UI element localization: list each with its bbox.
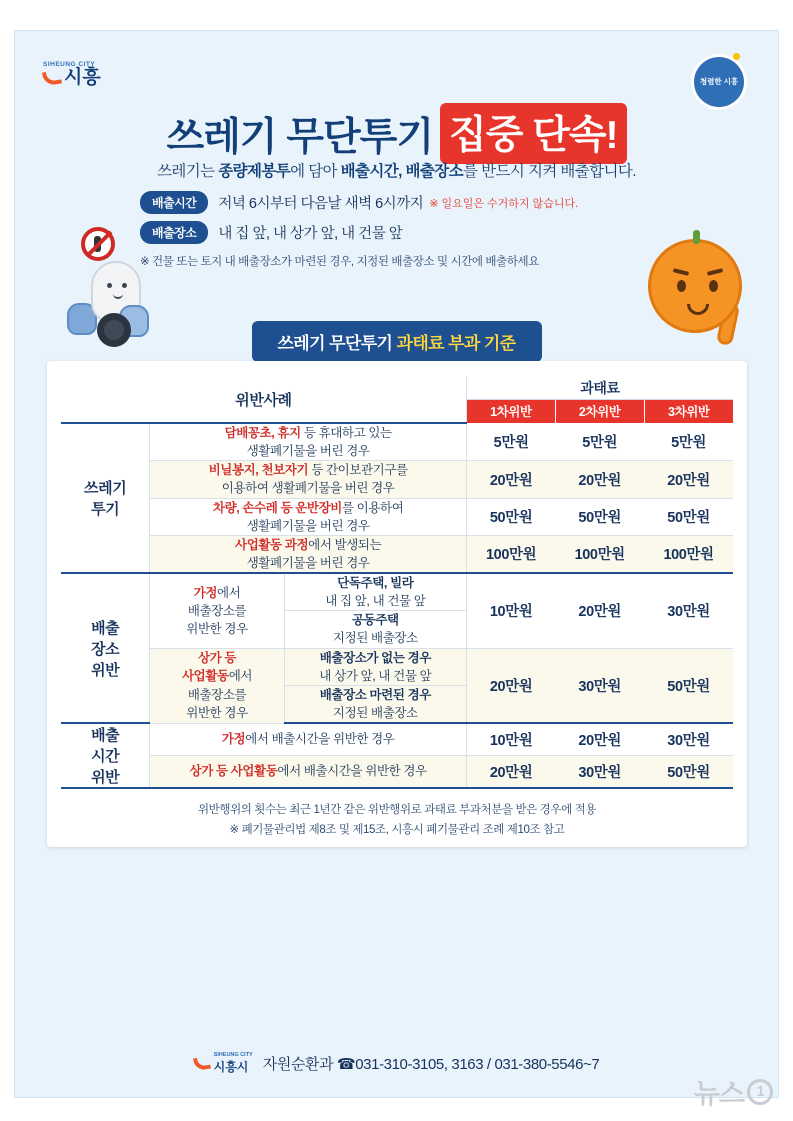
time-row-household-red: 가정 bbox=[221, 732, 246, 747]
tire-icon bbox=[97, 313, 131, 347]
time-row-business bbox=[150, 756, 467, 789]
table-note-2: ※ 폐기물관리법 제8조 및 제15조, 시흥시 폐기물관리 조례 제10조 참고 bbox=[229, 824, 565, 836]
row-desc-2-line2: 이용하여 생활폐기물을 버린 경우 bbox=[221, 481, 395, 496]
mascot-illustration bbox=[640, 229, 752, 365]
subcat-business-line2: 배출장소를 bbox=[187, 687, 247, 702]
table-row bbox=[61, 498, 733, 535]
place-item-apartment bbox=[284, 611, 466, 648]
th-fee-third: 3차위반 bbox=[644, 399, 733, 423]
subcat-business-place bbox=[150, 648, 284, 723]
character-eye-left bbox=[107, 283, 112, 288]
row-desc-2 bbox=[150, 461, 467, 498]
subtitle-bold-2: 배출시간, 배출장소 bbox=[340, 163, 464, 180]
row-2-fee-2: 20만원 bbox=[555, 461, 644, 498]
time-row-business-rest: 에서 배출시간을 위반한 경우 bbox=[277, 764, 427, 779]
footer-logo-main: 시흥시 bbox=[213, 1060, 249, 1074]
character-eye-right bbox=[122, 283, 127, 288]
time-business-fee-3: 50만원 bbox=[644, 756, 733, 789]
row-desc-3 bbox=[150, 498, 467, 535]
th-fee-second: 2차위반 bbox=[555, 399, 644, 423]
row-desc-4-red: 사업활동 과정 bbox=[235, 537, 309, 552]
row-desc-4-rest: 에서 발생되는 bbox=[308, 537, 382, 552]
mascot-stem-icon bbox=[693, 230, 700, 244]
logo-main-text bbox=[43, 68, 101, 89]
table-row bbox=[61, 423, 733, 461]
news1-watermark bbox=[694, 1072, 773, 1111]
subcat-household-red: 가정 bbox=[193, 585, 218, 600]
row-desc-1-red: 담배꽁초, 휴지 bbox=[224, 426, 301, 440]
row-desc-4 bbox=[150, 535, 467, 573]
footer-logo-sub: SIHEUNG CITY bbox=[213, 1052, 253, 1058]
fine-criteria-banner bbox=[251, 321, 541, 362]
subcat-household-rest: 에서 bbox=[217, 585, 241, 600]
subcat-household-line3: 위반한 경우 bbox=[186, 621, 248, 636]
badge-label: 청렴한 시흥 bbox=[699, 77, 739, 87]
swoosh-icon bbox=[42, 70, 62, 87]
character-mouth bbox=[113, 294, 123, 299]
poster-subtitle bbox=[15, 159, 778, 181]
subcat-business-red: 상가 등 bbox=[197, 651, 237, 666]
subtitle-suffix: 를 반드시 지켜 배출합니다. bbox=[463, 163, 636, 180]
category-illegal-dumping: 쓰레기 투기 bbox=[61, 423, 150, 573]
row-1-fee-1: 5만원 bbox=[466, 423, 555, 461]
time-row-household bbox=[150, 723, 467, 756]
siheung-city-logo bbox=[43, 61, 139, 103]
pill-discharge-place: 배출장소 bbox=[140, 221, 208, 244]
category-time-violation: 배출 시간 위반 bbox=[61, 723, 150, 788]
clean-city-badge bbox=[694, 57, 744, 107]
mascot-mouth bbox=[687, 304, 709, 315]
place-item-detached bbox=[284, 573, 466, 611]
subtitle-mid: 에 담아 bbox=[290, 163, 341, 180]
row-4-fee-1: 100만원 bbox=[466, 535, 555, 573]
time-business-fee-1: 20만원 bbox=[466, 756, 555, 789]
place-item-apartment-title: 공동주택 bbox=[351, 613, 399, 628]
category-place-violation: 배출 장소 위반 bbox=[61, 573, 150, 723]
row-3-fee-2: 50만원 bbox=[555, 498, 644, 535]
subcat-business-line3: 위반한 경우 bbox=[186, 705, 248, 720]
info-footnote: ※ 건물 또는 토지 내 배출장소가 마련된 경우, 지정된 배출장소 및 시간에 배출하세요 bbox=[140, 256, 539, 268]
row-desc-1 bbox=[150, 423, 467, 461]
time-household-fee-1: 10만원 bbox=[466, 723, 555, 756]
table-row bbox=[61, 723, 733, 756]
mascot-brow-left bbox=[673, 268, 689, 276]
mascot-eye-right bbox=[709, 280, 718, 292]
person-figure-icon bbox=[94, 236, 101, 252]
fine-table-card bbox=[47, 361, 747, 847]
row-1-fee-2: 5만원 bbox=[555, 423, 644, 461]
info-rows bbox=[140, 191, 660, 251]
place-item-no-location-title: 배출장소가 없는 경우 bbox=[319, 650, 431, 665]
place-business-fee-3: 50만원 bbox=[644, 648, 733, 723]
mascot-eye-left bbox=[677, 280, 686, 292]
row-3-fee-3: 50만원 bbox=[644, 498, 733, 535]
time-row-household-rest: 에서 배출시간을 위반한 경우 bbox=[245, 732, 395, 747]
th-violation: 위반사례 bbox=[61, 377, 466, 423]
table-note-1: 위반행위의 횟수는 최근 1년간 같은 위반행위로 과태료 부과처분을 받은 경우에 적용 bbox=[197, 804, 597, 816]
footer-logo bbox=[194, 1052, 253, 1075]
time-household-fee-3: 30만원 bbox=[644, 723, 733, 756]
row-desc-3-line2: 생활폐기물을 버린 경우 bbox=[246, 518, 370, 533]
table-row bbox=[61, 648, 733, 685]
time-row-business-red: 상가 등 사업활동 bbox=[189, 764, 278, 779]
place-item-has-location-detail: 지정된 배출장소 bbox=[332, 705, 418, 720]
logo-sub-text: SIHEUNG CITY bbox=[43, 61, 96, 68]
footer-swoosh-icon bbox=[193, 1056, 211, 1072]
row-desc-1-line2: 생활폐기물을 버린 경우 bbox=[246, 444, 370, 459]
row-1-fee-3: 5만원 bbox=[644, 423, 733, 461]
table-row bbox=[61, 573, 733, 611]
place-item-no-location bbox=[284, 648, 466, 685]
place-household-fee-3: 30만원 bbox=[644, 573, 733, 648]
place-business-fee-1: 20만원 bbox=[466, 648, 555, 723]
th-fee-first: 1차위반 bbox=[466, 399, 555, 423]
row-4-fee-3: 100만원 bbox=[644, 535, 733, 573]
place-item-has-location bbox=[284, 685, 466, 723]
table-row bbox=[61, 756, 733, 789]
banner-highlight-text: 과태료 부과 기준 bbox=[396, 334, 516, 353]
row-desc-2-rest: 등 간이보관기구를 bbox=[308, 463, 408, 478]
no-dumping-illustration bbox=[63, 227, 173, 357]
watermark-circle: 1 bbox=[747, 1079, 773, 1105]
table-row bbox=[61, 461, 733, 498]
logo-main-label: 시흥 bbox=[64, 67, 101, 88]
banner-left-text: 쓰레기 무단투기 bbox=[277, 334, 397, 353]
row-desc-1-rest: 등 휴대하고 있는 bbox=[300, 426, 392, 440]
subtitle-prefix: 쓰레기는 bbox=[157, 163, 219, 180]
watermark-text: 뉴스 bbox=[693, 1079, 744, 1109]
place-item-no-location-detail: 내 상가 앞, 내 건물 앞 bbox=[319, 668, 432, 683]
row-3-fee-1: 50만원 bbox=[466, 498, 555, 535]
poster-footer bbox=[15, 1052, 778, 1075]
time-business-fee-2: 30만원 bbox=[555, 756, 644, 789]
footer-contact-text: 자원순환과 ☎031-310-3105, 3163 / 031-380-5546~7 bbox=[262, 1056, 600, 1073]
title-accent-text: 집중 단속! bbox=[440, 103, 627, 164]
time-household-fee-2: 20만원 bbox=[555, 723, 644, 756]
place-household-fee-2: 20만원 bbox=[555, 573, 644, 648]
poster-title bbox=[15, 103, 778, 164]
info-note-sunday: ※ 일요일은 수거하지 않습니다. bbox=[429, 197, 579, 210]
mascot-brow-right bbox=[707, 268, 723, 276]
place-business-fee-2: 30만원 bbox=[555, 648, 644, 723]
place-item-detached-title: 단독주택, 빌라 bbox=[337, 576, 414, 590]
pill-discharge-time: 배출시간 bbox=[140, 191, 208, 214]
subcat-business-rest: 에서 bbox=[228, 669, 253, 684]
th-fee: 과태료 bbox=[466, 377, 733, 399]
row-2-fee-1: 20만원 bbox=[466, 461, 555, 498]
info-row-place bbox=[140, 221, 660, 244]
poster-body bbox=[14, 30, 779, 1098]
info-row-time bbox=[140, 191, 660, 214]
info-text-place: 내 집 앞, 내 상가 앞, 내 건물 앞 bbox=[218, 226, 403, 242]
subcat-household-line2: 배출장소를 bbox=[187, 603, 247, 618]
fine-table bbox=[61, 377, 733, 789]
badge-dot-icon bbox=[733, 53, 740, 60]
row-desc-3-red: 차량, 손수레 등 운반장비 bbox=[212, 500, 342, 515]
place-item-has-location-title: 배출장소 마련된 경우 bbox=[319, 687, 431, 702]
mascot-face-icon bbox=[648, 239, 742, 333]
place-item-detached-detail: 내 집 앞, 내 건물 앞 bbox=[325, 594, 426, 609]
row-desc-2-red: 비닐봉지, 천보자기 bbox=[208, 463, 309, 478]
info-text-time: 저녁 6시부터 다음날 새벽 6시까지 bbox=[218, 196, 424, 212]
subcat-household-place bbox=[150, 573, 284, 648]
place-item-apartment-detail: 지정된 배출장소 bbox=[332, 631, 418, 646]
place-household-fee-1: 10만원 bbox=[466, 573, 555, 648]
no-dumping-sign-icon bbox=[81, 227, 115, 261]
table-header-row-1 bbox=[61, 377, 733, 399]
row-4-fee-2: 100만원 bbox=[555, 535, 644, 573]
subtitle-bold-1: 종량제봉투 bbox=[218, 163, 291, 180]
table-row bbox=[61, 535, 733, 573]
row-desc-4-line2: 생활폐기물을 버린 경우 bbox=[246, 555, 370, 570]
row-2-fee-3: 20만원 bbox=[644, 461, 733, 498]
subcat-business-red2: 사업활동 bbox=[181, 669, 229, 684]
row-desc-3-rest: 를 이용하여 bbox=[341, 500, 404, 515]
title-main-text: 쓰레기 무단투기 bbox=[166, 115, 434, 159]
